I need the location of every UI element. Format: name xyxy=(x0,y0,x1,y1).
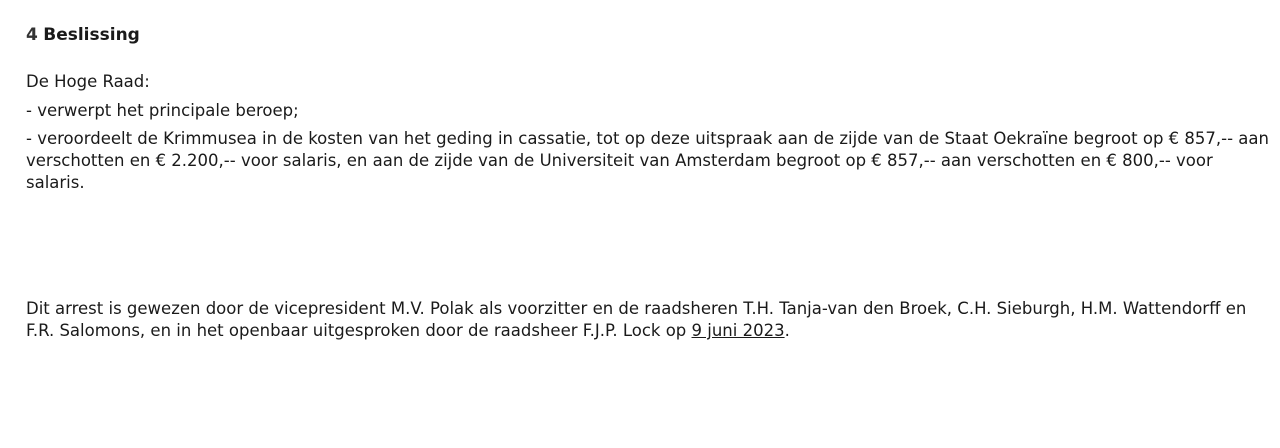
decision-intro: De Hoge Raad: xyxy=(26,72,150,91)
decision-item-2-line-1: - veroordeelt de Krimmusea in de kosten van het geding in cassatie, tot op deze uitspraak aan de zijde van de Staat Oekraïne begroot op € 857,-- aan xyxy=(26,129,1269,148)
decision-item-2-line-3: salaris. xyxy=(26,173,85,192)
date-link[interactable]: 9 juni 2023 xyxy=(691,321,785,340)
decision-item-2-line-2: verschotten en € 2.200,-- voor salaris, en aan de zijde van de Universiteit van Amsterdam begroot op € 857,-- aan verschotten en € 800,-- voor xyxy=(26,151,1213,170)
closing-line-2-suffix: . xyxy=(784,321,790,340)
closing-line-1: Dit arrest is gewezen door de vicepresident M.V. Polak als voorzitter en de raadsheren T.H. Tanja-van den Broek, C.H. Sieburgh, H.M. Wattendorff en xyxy=(26,299,1247,318)
section-heading xyxy=(26,25,140,45)
section-number: 4 xyxy=(26,25,38,45)
closing-line-2-prefix: F.R. Salomons, en in het openbaar uitgesproken door de raadsheer F.J.P. Lock op xyxy=(26,321,692,340)
section-title: Beslissing xyxy=(43,25,140,45)
decision-item-1: - verwerpt het principale beroep; xyxy=(26,101,299,120)
closing-line-2 xyxy=(26,320,790,342)
